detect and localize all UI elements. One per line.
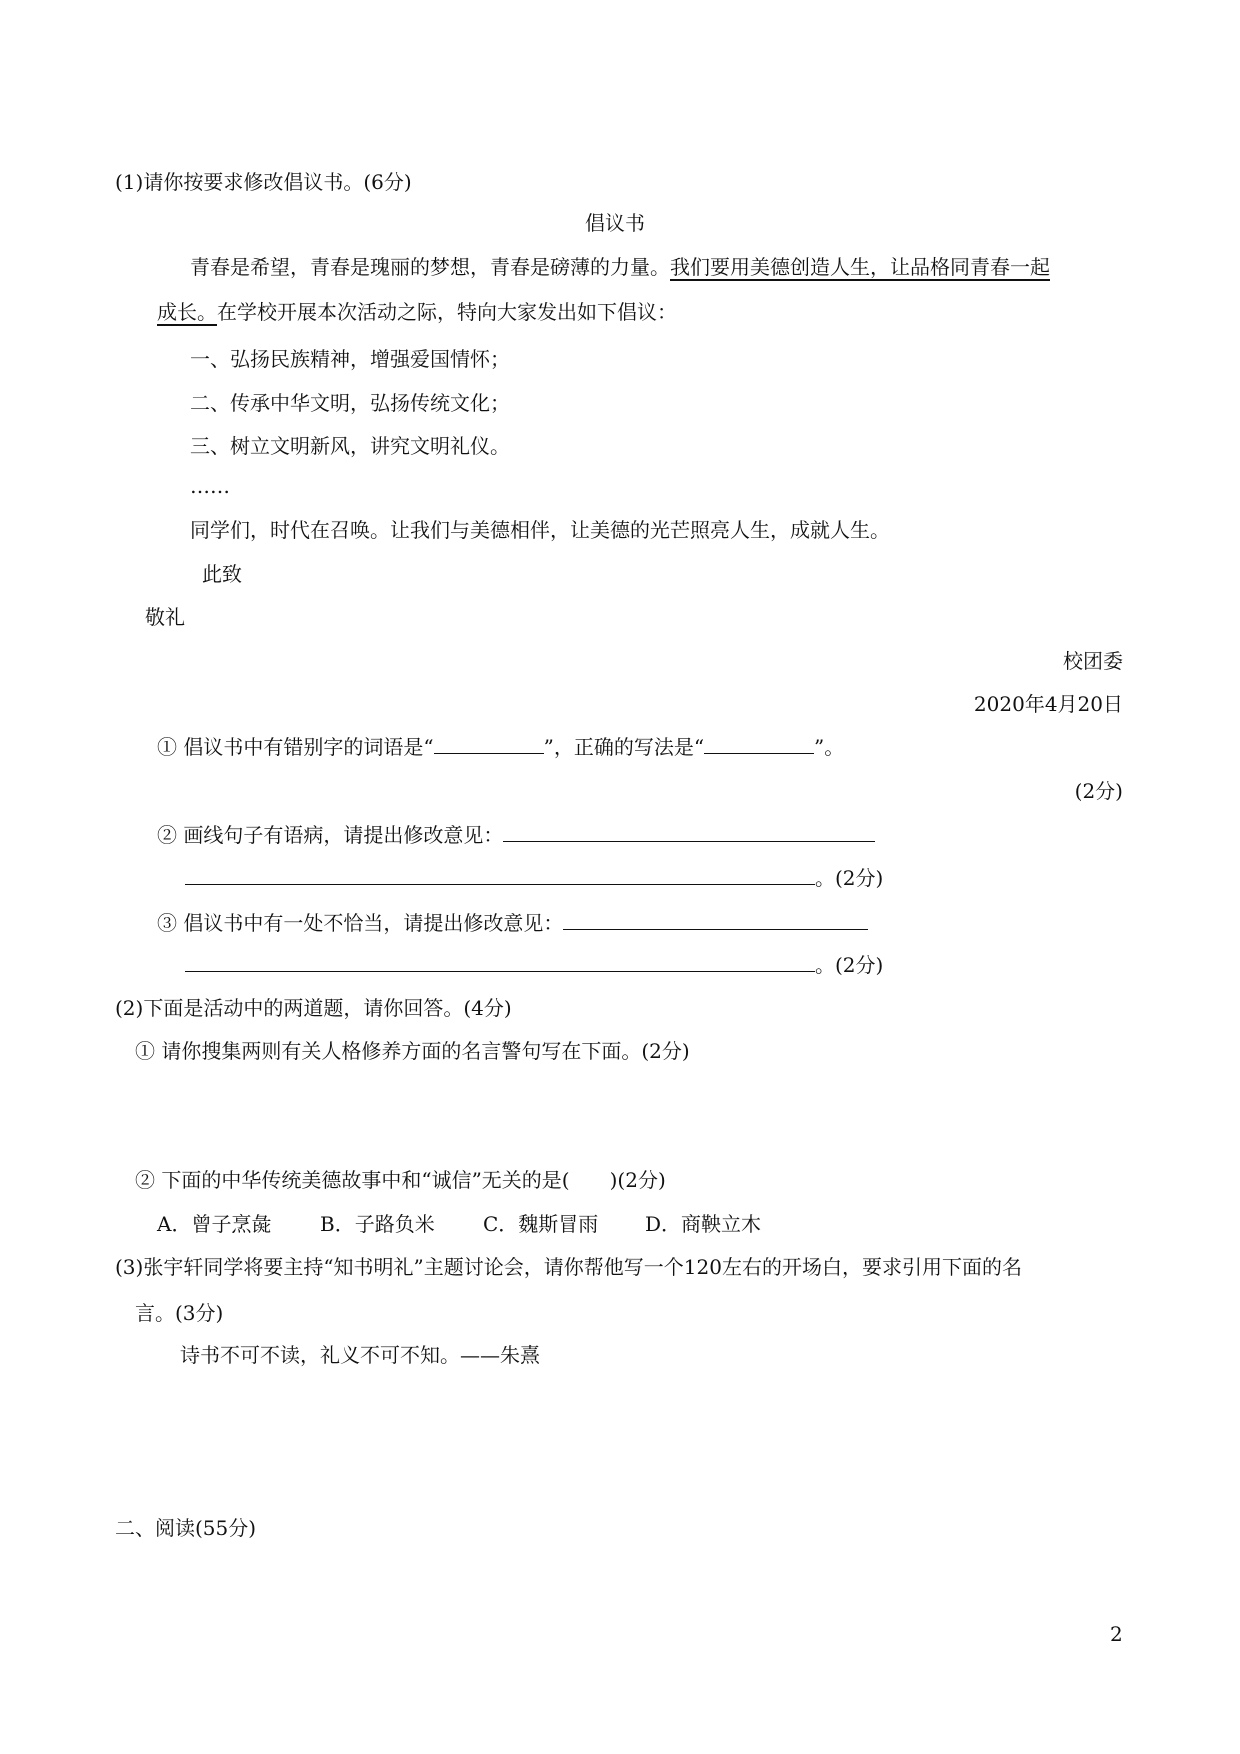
proposal-para1-start: 青春是希望，青春是瑰丽的梦想，青春是磅薄的力量。: [190, 255, 670, 279]
answer-blank-improper-1[interactable]: [563, 911, 868, 930]
proposal-item-3: 三、树立文明新风，讲究文明礼仪。: [190, 434, 510, 458]
subquestion-1-1-text-a: ① 倡议书中有错别字的词语是“: [157, 735, 434, 759]
section-2-heading: 二、阅读(55分): [115, 1516, 257, 1540]
proposal-salute-2: 敬礼: [145, 605, 185, 629]
option-a: A．曾子烹彘: [157, 1212, 272, 1236]
subquestion-1-3: [157, 909, 868, 937]
option-b: B．子路负米: [320, 1212, 435, 1236]
subquestion-1-3-text: ③ 倡议书中有一处不恰当，请提出修改意见：: [157, 911, 564, 935]
subquestion-1-2: [157, 821, 875, 849]
answer-blank-wrong-word[interactable]: [434, 735, 544, 754]
question-3-quote: 诗书不可不读，礼义不可不知。——朱熹: [180, 1343, 540, 1367]
option-c: C．魏斯冒雨: [483, 1212, 599, 1236]
proposal-para1-rest: 在学校开展本次活动之际，特向大家发出如下倡议：: [217, 300, 677, 324]
answer-blank-improper-2[interactable]: [185, 953, 815, 972]
question-3-line-2: 言。(3分): [135, 1301, 224, 1325]
question-2-heading: (2)下面是活动中的两道题，请你回答。(4分): [115, 996, 512, 1020]
underlined-sentence-part-1: 我们要用美德创造人生，让品格同青春一起: [670, 255, 1050, 279]
question-1-heading: (1)请你按要求修改倡议书。(6分): [115, 170, 412, 194]
subquestion-1-2-line-2: [185, 864, 883, 892]
answer-blank-correct-word[interactable]: [704, 735, 814, 754]
option-d: D．商鞅立木: [645, 1212, 762, 1236]
proposal-signer: 校团委: [1063, 649, 1123, 673]
answer-blank-grammar-1[interactable]: [503, 823, 875, 842]
subquestion-1-1-text-c: ”。: [814, 735, 845, 759]
subquestion-1-3-line-2: [185, 951, 883, 979]
proposal-closing: 同学们，时代在召唤。让我们与美德相伴，让美德的光芒照亮人生，成就人生。: [190, 518, 890, 542]
subquestion-1-3-score: 。(2分): [815, 953, 884, 977]
proposal-item-2: 二、传承中华文明，弘扬传统文化；: [190, 391, 510, 415]
subquestion-2-2: ② 下面的中华传统美德故事中和“诚信”无关的是( )(2分): [135, 1168, 666, 1192]
proposal-title: 倡议书: [585, 211, 645, 235]
proposal-salute-1: 此致: [202, 562, 242, 586]
subquestion-2-1: ① 请你搜集两则有关人格修养方面的名言警句写在下面。(2分): [135, 1039, 690, 1063]
proposal-ellipsis: ……: [190, 474, 230, 498]
proposal-paragraph-1-line-1: [190, 253, 1050, 281]
answer-blank-grammar-2[interactable]: [185, 866, 815, 885]
proposal-item-1: 一、弘扬民族精神，增强爱国情怀；: [190, 347, 510, 371]
subquestion-1-1-text-b: ”，正确的写法是“: [543, 735, 705, 759]
subquestion-1-1-score: (2分): [1074, 779, 1123, 803]
subquestion-1-2-score: 。(2分): [815, 866, 884, 890]
question-3-line-1: (3)张宇轩同学将要主持“知书明礼”主题讨论会，请你帮他写一个120左右的开场白，要求引用下面的名: [115, 1255, 1022, 1279]
page-number: 2: [1110, 1622, 1123, 1646]
underlined-sentence-part-2: 成长。: [157, 300, 217, 324]
proposal-paragraph-1-line-2: [157, 298, 677, 326]
subquestion-1-2-text: ② 画线句子有语病，请提出修改意见：: [157, 823, 504, 847]
subquestion-1-1: [157, 733, 844, 761]
proposal-date: 2020年4月20日: [973, 692, 1123, 716]
